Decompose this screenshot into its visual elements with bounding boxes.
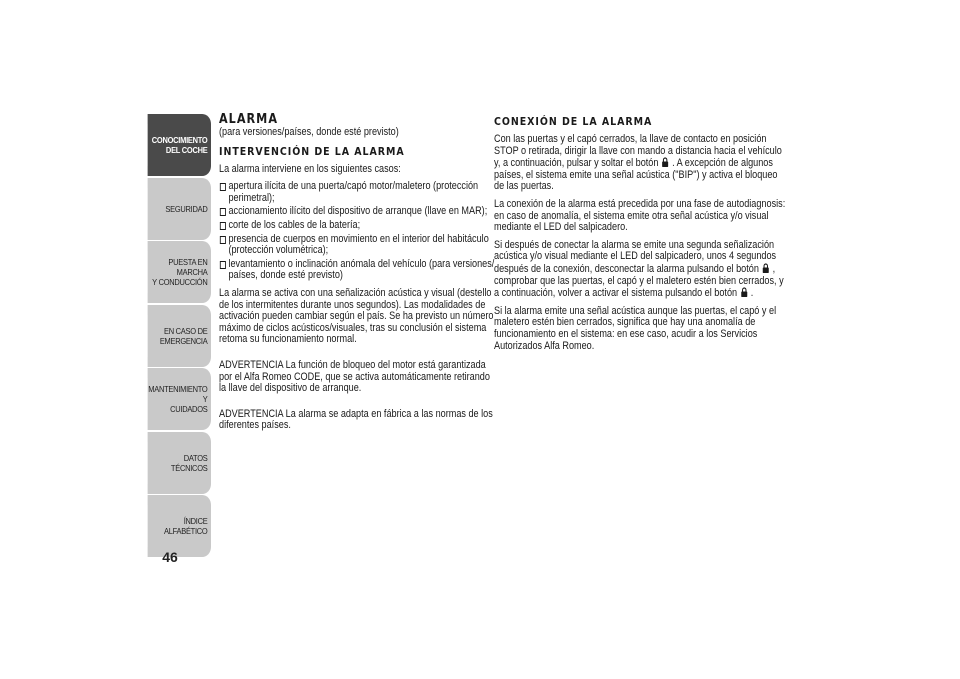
text-span: . xyxy=(750,287,754,300)
page-title: ALARMA xyxy=(219,112,279,127)
lock-icon xyxy=(662,157,669,167)
tab-en-caso-de-emergencia[interactable] xyxy=(148,305,211,367)
connection-paragraph xyxy=(494,134,788,193)
tab-indice-alfabetico[interactable] xyxy=(148,495,211,557)
text-span: Con las puertas y el capó cerrados, la llave de contacto en posición STOP o retirada, dirigir la llave con mando a distancia hacia el vehículo y, a continuación, pulsar y soltar el botón xyxy=(494,133,782,170)
intro-text: La alarma interviene en los siguientes casos: xyxy=(219,162,401,175)
right-column-content xyxy=(494,115,788,352)
lock-icon xyxy=(740,287,747,297)
list-item: apertura ilícita de una puerta/capó motor/maletero (protección perimetral); xyxy=(219,181,497,204)
page-subtitle: (para versiones/países, donde esté previsto) xyxy=(219,126,399,138)
cases-list xyxy=(219,181,497,282)
right-column xyxy=(494,113,784,358)
warning-code: ADVERTENCIA La función de bloqueo del motor está garantizada por el Alfa Romeo CODE, que se activa automáticamente retirando la llave del dispositivo de arranque. xyxy=(219,358,490,395)
text-span: . A excepción de algunos países, el sistema emite una señal acústica ("BIP") y activa el bloqueo de las puertas. xyxy=(494,157,778,193)
list-item: corte de los cables de la batería; xyxy=(219,220,497,232)
activation-paragraph: La alarma se activa con una señalización acústica y visual (destello de los intermitentes durante unos segundos). Las modalidades de activación pueden cambiar según el país. Se ha previsto un número máximo de ciclos acústicos/visuales, tras su conclusión el sistema retoma su funcionamiento normal. xyxy=(219,286,494,346)
text-span: Si después de conectar la alarma se emite una segunda señalización acústica y/o visual mediante el LED del salpicadero, unos 4 segundos después de la conexión, desconectar la alarma pulsando el botón xyxy=(494,238,777,275)
left-column xyxy=(219,113,493,438)
tab-label: MANTENIMIENTO Y CUIDADOS xyxy=(148,384,208,414)
list-item: levantamiento o inclinación anómala del vehículo (para versiones/ países, donde esté previsto) xyxy=(219,259,497,282)
tab-label: EN CASO DE EMERGENCIA xyxy=(159,325,208,346)
section-title-intervencion: INTERVENCIÓN DE LA ALARMA xyxy=(219,144,405,158)
tab-label: SEGURIDAD xyxy=(165,203,208,214)
list-item: presencia de cuerpos en movimiento en el interior del habitáculo (protección volumétrica); xyxy=(219,234,497,257)
tab-label: DATOS TÉCNICOS xyxy=(170,452,208,473)
tab-puesta-en-marcha[interactable] xyxy=(148,241,211,303)
section-title-conexion: CONEXIÓN DE LA ALARMA xyxy=(494,115,653,128)
chapter-sidebar xyxy=(139,114,211,559)
tab-label: ÍNDICE ALFABÉTICO xyxy=(163,516,208,536)
list-item: accionamiento ilícito del dispositivo de arranque (llave en MAR); xyxy=(219,206,497,218)
tab-mantenimiento[interactable] xyxy=(148,368,211,430)
tab-seguridad[interactable] xyxy=(148,178,211,240)
tab-conocimiento-del-coche[interactable] xyxy=(148,114,211,176)
lock-icon xyxy=(762,263,769,273)
tab-label: PUESTA EN MARCHA Y CONDUCCIÓN xyxy=(152,257,208,287)
anomaly-paragraph: Si la alarma emite una señal acústica aunque las puertas, el capó y el maletero estén bien cerrados, significa que hay una anomalía de funcionamiento en el sistema: en ese caso, acudir a los Servicios Autorizados Alfa Romeo. xyxy=(494,304,777,352)
warning-countries: ADVERTENCIA La alarma se adapta en fábrica a las normas de los diferentes países. xyxy=(219,407,493,432)
tab-label: CONOCIMIENTO DEL COCHE xyxy=(151,135,208,155)
page-number: 46 xyxy=(162,549,178,565)
text-span: , comprobar que las puertas, el capó y el maletero estén bien cerrados, y a continuación, volver a activar el sistema pulsando el botón xyxy=(494,262,784,300)
left-column-content xyxy=(219,113,497,432)
second-signal-paragraph xyxy=(494,240,788,300)
tab-datos-tecnicos[interactable] xyxy=(148,432,211,494)
autodiagnosis-paragraph: La conexión de la alarma está precedida por una fase de autodiagnosis: en caso de anomalía, el sistema emite otra señal acústica y/o visual mediante el LED del salpicadero. xyxy=(494,197,786,234)
